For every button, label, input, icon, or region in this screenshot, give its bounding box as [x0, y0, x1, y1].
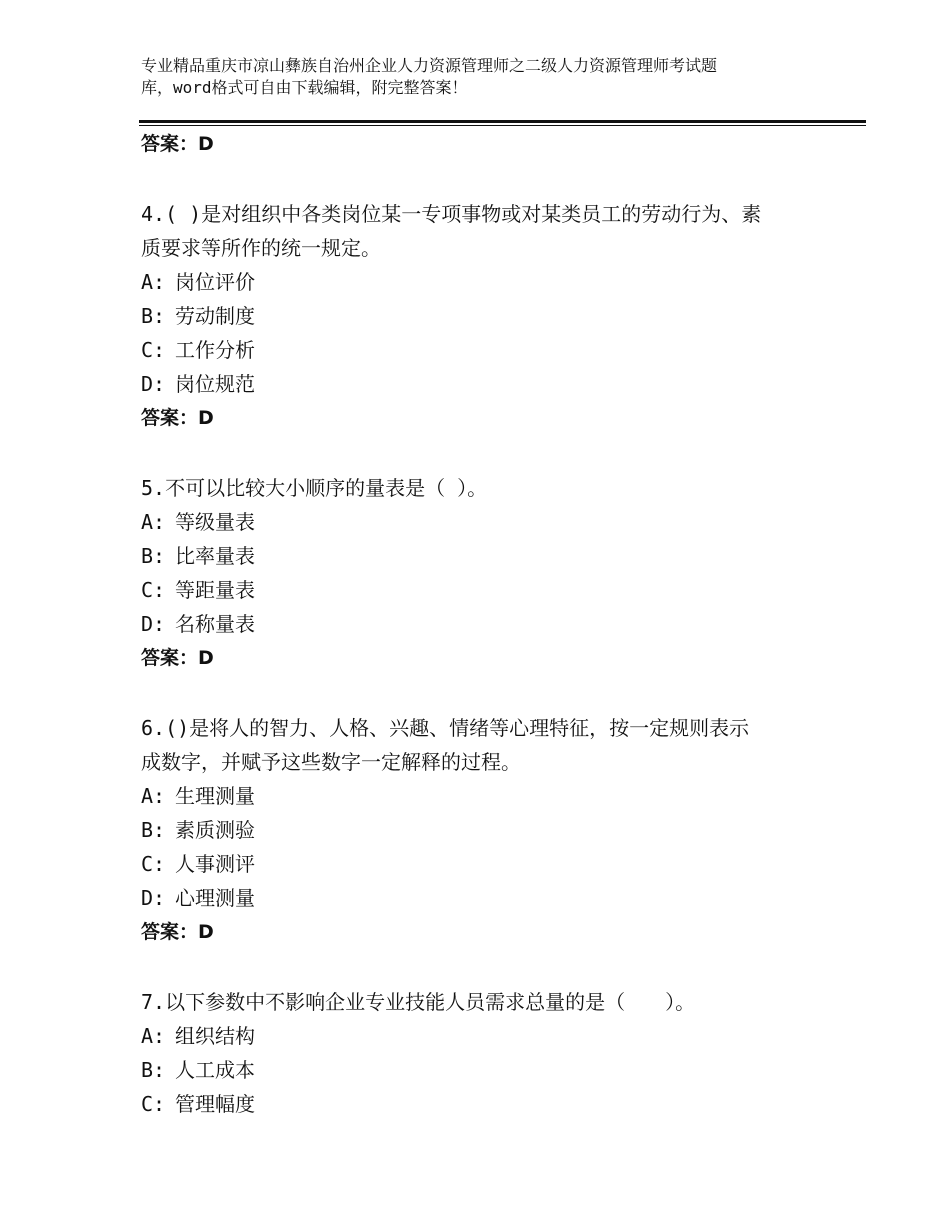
- option-letter: B:: [141, 304, 166, 328]
- option-letter: D:: [141, 612, 166, 636]
- question-stem-line: 7.以下参数中不影响企业专业技能人员需求总量的是（ ）。: [141, 990, 696, 1014]
- option-b: [141, 299, 831, 333]
- option-letter: B:: [141, 544, 166, 568]
- option-a: [141, 1019, 831, 1053]
- question-stem-line: 成数字，并赋予这些数字一定解释的过程。: [141, 750, 521, 774]
- option-c: [141, 573, 831, 607]
- option-text: 素质测验: [175, 818, 255, 842]
- option-letter: C:: [141, 852, 166, 876]
- option-text: 名称量表: [175, 612, 255, 636]
- option-text: 管理幅度: [175, 1092, 255, 1116]
- option-d: [141, 881, 831, 915]
- question-block-6: [141, 711, 831, 949]
- question-block-7: [141, 985, 831, 1121]
- question-stem-line: 5.不可以比较大小顺序的量表是（ ）。: [141, 476, 488, 500]
- option-text: 比率量表: [175, 544, 255, 568]
- option-letter: A:: [141, 1024, 166, 1048]
- option-c: [141, 1087, 831, 1121]
- option-a: [141, 265, 831, 299]
- question-stem-line: 4.( )是对组织中各类岗位某一专项事物或对某类员工的劳动行为、素: [141, 202, 762, 226]
- option-c: [141, 333, 831, 367]
- option-d: [141, 367, 831, 401]
- answer-line: 答案：D: [141, 133, 214, 155]
- question-stem: [141, 197, 831, 265]
- option-b: [141, 813, 831, 847]
- option-text: 心理测量: [175, 886, 255, 910]
- question-block-4: [141, 197, 831, 435]
- option-letter: A:: [141, 270, 166, 294]
- document-header: [141, 55, 841, 99]
- question-stem-line: 6.()是将人的智力、人格、兴趣、情绪等心理特征，按一定规则表示: [141, 716, 750, 740]
- option-text: 组织结构: [175, 1024, 255, 1048]
- option-letter: A:: [141, 784, 166, 808]
- question-block-5: [141, 471, 831, 675]
- option-text: 岗位规范: [175, 372, 255, 396]
- option-text: 人工成本: [175, 1058, 255, 1082]
- question-stem: [141, 985, 831, 1019]
- option-text: 岗位评价: [175, 270, 255, 294]
- option-letter: D:: [141, 886, 166, 910]
- option-letter: C:: [141, 578, 166, 602]
- option-a: [141, 505, 831, 539]
- option-letter: D:: [141, 372, 166, 396]
- option-c: [141, 847, 831, 881]
- option-letter: C:: [141, 338, 166, 362]
- option-text: 生理测量: [175, 784, 255, 808]
- option-text: 等距量表: [175, 578, 255, 602]
- option-text: 等级量表: [175, 510, 255, 534]
- answer-line: 答案：D: [141, 407, 214, 429]
- option-text: 人事测评: [175, 852, 255, 876]
- option-b: [141, 1053, 831, 1087]
- option-b: [141, 539, 831, 573]
- answer-line: 答案：D: [141, 921, 214, 943]
- question-stem-line: 质要求等所作的统一规定。: [141, 236, 381, 260]
- option-d: [141, 607, 831, 641]
- question-stem: [141, 711, 831, 779]
- header-line-2: 库，word格式可自由下载编辑，附完整答案！: [141, 78, 468, 97]
- option-a: [141, 779, 831, 813]
- option-text: 劳动制度: [175, 304, 255, 328]
- option-letter: B:: [141, 1058, 166, 1082]
- answer-line: 答案：D: [141, 647, 214, 669]
- option-letter: A:: [141, 510, 166, 534]
- header-divider-thin: [139, 125, 866, 126]
- option-letter: C:: [141, 1092, 166, 1116]
- header-line-1: 专业精品重庆市凉山彝族自治州企业人力资源管理师之二级人力资源管理师考试题: [141, 56, 718, 75]
- header-divider-thick: [139, 120, 866, 123]
- option-letter: B:: [141, 818, 166, 842]
- question-stem: [141, 471, 831, 505]
- option-text: 工作分析: [175, 338, 255, 362]
- document-body: [141, 127, 831, 1121]
